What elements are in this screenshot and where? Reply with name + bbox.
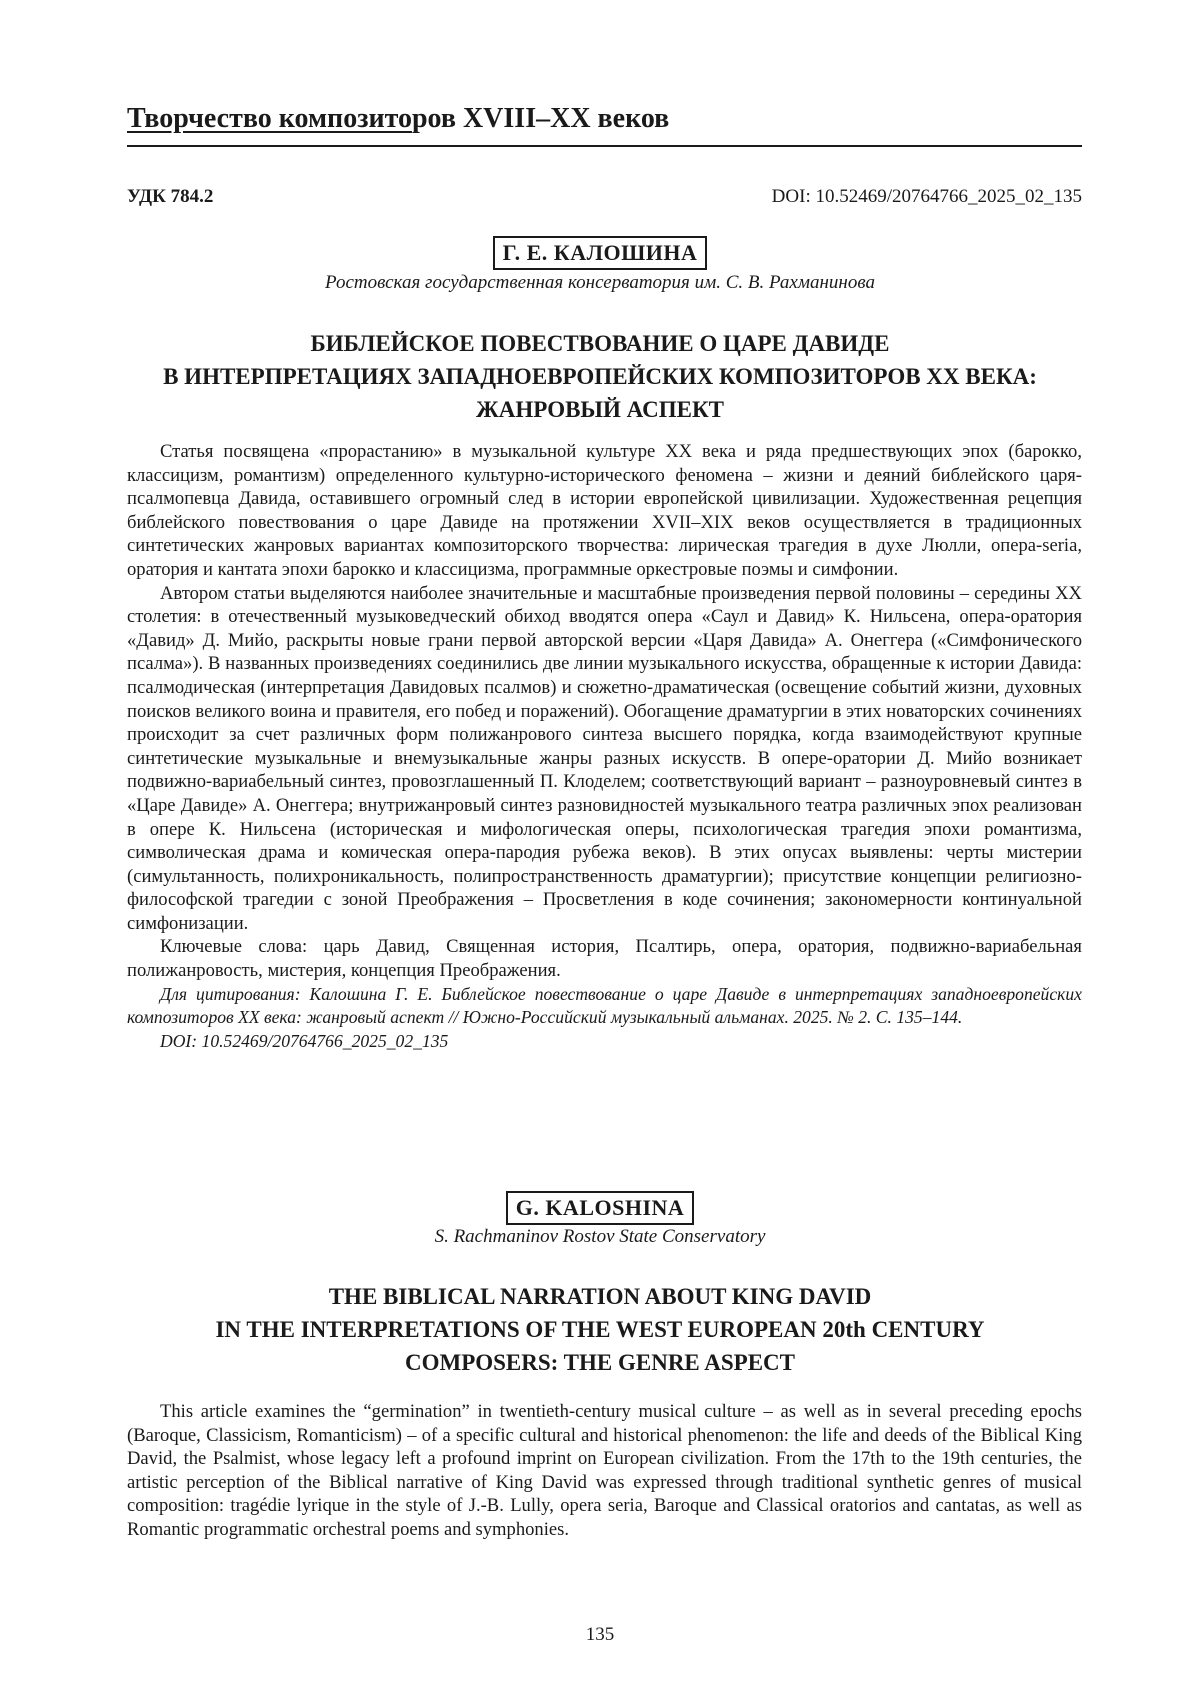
udc-code: УДК 784.2 bbox=[127, 186, 214, 207]
title-en-line: IN THE INTERPRETATIONS OF THE WEST EUROPEAN 20th CENTURY bbox=[215, 1317, 985, 1342]
section-header-rest: ров XVIII–XX веков bbox=[411, 103, 670, 134]
title-ru-line: ЖАНРОВЫЙ АСПЕКТ bbox=[476, 397, 724, 422]
keywords-ru: Ключевые слова: царь Давид, Священная история, Псалтирь, опера, оратория, подвижно-вариабельная полижанровость, мистерия, концепция Преображения. bbox=[127, 936, 1082, 982]
author-name-en: G. KALOSHINA bbox=[506, 1191, 695, 1225]
title-en-line: THE BIBLICAL NARRATION ABOUT KING DAVID bbox=[328, 1284, 872, 1309]
abstract-ru bbox=[127, 440, 1082, 1053]
title-ru-line: В ИНТЕРПРЕТАЦИЯХ ЗАПАДНОЕВРОПЕЙСКИХ КОМПОЗИТОРОВ XX ВЕКА: bbox=[163, 364, 1037, 389]
article-meta bbox=[127, 186, 1082, 208]
abstract-ru-paragraph-2: Автором статьи выделяются наиболее значительные и масштабные произведения первой половины – середины XX столетия: в отечественный музыковедческий обиход вводятся опера «Саул и Давид» К. Нильсена, опера-оратория «Давид» Д. Мийо, раскрыты новые грани первой авторской версии «Царя Давида» А. Онеггера («Симфонического псалма»). В названных произведениях соединились две линии музыкального искусства, обращенные к истории Давида: псалмодическая (интерпретация Давидовых псалмов) и сюжетно-драматическая (освещение событий жизни, духовных поисков великого воина и правителя, его побед и поражений). Обогащение драматургии в этих новаторских сочинениях происходит за счет различных форм полижанрового синтеза высшего порядка, когда взаимодействуют крупные синтетические музыкальные и внемузыкальные жанры разных искусств. В опере-оратории Д. Мийо возникает подвижно-вариабельный синтез, провозглашенный П. Клоделем; соответствующий вариант – разноуровневый синтез в «Царе Давиде» А. Онеггера; внутрижанровый синтез разновидностей музыкального театра различных эпох реализован в опере К. Нильсена (историческая и мифологическая оперы, психологическая трагедия эпохи романтизма, символическая драма и комическая опера-пародия рубежа веков). В этих опусах выявлены: черты мистерии (симультанность, полихроникальность, полипространственность драматургии); присутствие концепции религиозно-философской трагедии с зоной Преображения – Просветления в коде сочинения; закономерности континуальной симфонизации. bbox=[127, 582, 1082, 934]
doi-header: DOI: 10.52469/20764766_2025_02_135 bbox=[771, 186, 1082, 207]
running-section-header bbox=[127, 103, 669, 135]
affiliation-ru: Ростовская государственная консерватория им. С. В. Рахманинова bbox=[325, 272, 875, 293]
abstract-en bbox=[127, 1400, 1082, 1542]
title-ru-line: БИБЛЕЙСКОЕ ПОВЕСТВОВАНИЕ О ЦАРЕ ДАВИДЕ bbox=[310, 331, 890, 356]
author-block-ru bbox=[0, 236, 1200, 270]
article-title-ru bbox=[140, 327, 1060, 426]
author-name-ru: Г. Е. КАЛОШИНА bbox=[493, 236, 708, 270]
citation-ru: Для цитирования: Калошина Г. Е. Библейское повествование о царе Давиде в интерпретациях западноевропейских композиторов XX века: жанровый аспект // Южно-Российский музыкальный альманах. 2025. № 2. С. 135–144. bbox=[127, 983, 1082, 1028]
article-title-en bbox=[140, 1280, 1060, 1379]
abstract-ru-paragraph-1: Статья посвящена «прорастанию» в музыкальной культуре XX века и ряда предшествующих эпох (барокко, классицизм, романтизм) определенного культурно-исторического феномена – жизни и деяний библейского царя-псалмопевца Давида, оставившего огромный след в истории европейской цивилизации. Художественная рецепция библейского повествования о царе Давиде на протяжении XVII–XIX веков осуществляется в традиционных синтетических жанровых вариантах композиторского творчества: лирическая трагедия в духе Люлли, опера-seria, оратория и кантата эпохи барокко и классицизма, программные оркестровые поэмы и симфонии. bbox=[127, 441, 1082, 580]
header-rule bbox=[127, 145, 1082, 147]
affiliation-en: S. Rachmaninov Rostov State Conservatory bbox=[434, 1226, 766, 1247]
doi-ru: DOI: 10.52469/20764766_2025_02_135 bbox=[160, 1030, 449, 1051]
page-number: 135 bbox=[585, 1624, 615, 1645]
abstract-en-paragraph-1: This article examines the “germination” in twentieth-century musical culture – as well as in several preceding epochs (Baroque, Classicism, Romanticism) – of a specific cultural and historical phenomenon: the life and deeds of the Biblical King David, the Psalmist, whose legacy left a profound imprint on European civilization. From the 17th to the 19th centuries, the artistic perception of the Biblical narrative of King David was expressed through traditional synthetic genres of musical composition: tragédie lyrique in the style of J.-B. Lully, opera seria, Baroque and Classical oratorios and cantatas, as well as Romantic programmatic orchestral poems and symphonies. bbox=[127, 1401, 1082, 1540]
section-header-underlined: Творчество композито bbox=[127, 103, 412, 134]
title-en-line: COMPOSERS: THE GENRE ASPECT bbox=[404, 1350, 795, 1375]
author-block-en bbox=[0, 1191, 1200, 1225]
